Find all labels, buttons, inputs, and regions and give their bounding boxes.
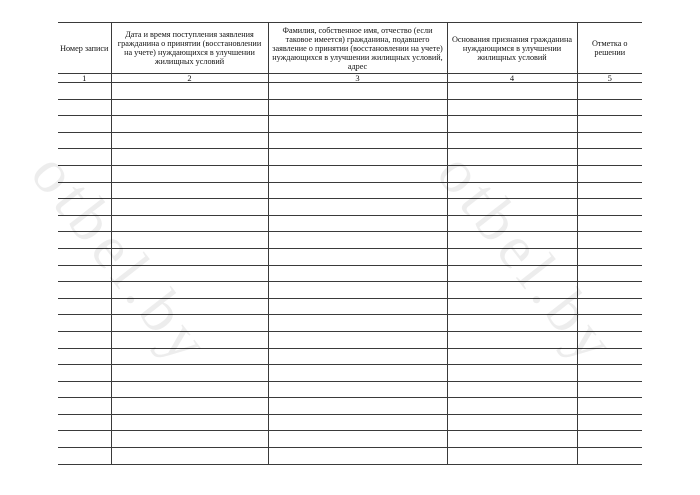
table-cell — [111, 149, 268, 166]
table-cell — [268, 165, 447, 182]
table-cell — [268, 348, 447, 365]
table-cell — [58, 99, 111, 116]
table-cell — [447, 83, 577, 100]
table-cell — [111, 99, 268, 116]
table-cell — [58, 282, 111, 299]
column-number: 2 — [111, 74, 268, 83]
table-cell — [111, 265, 268, 282]
table-cell — [58, 265, 111, 282]
table-cell — [447, 232, 577, 249]
table-row — [58, 331, 642, 348]
table-cell — [111, 365, 268, 382]
header-applicant-name-address: Фамилия, собственное имя, отчество (если таковое имеется) гражданина, подавшего заявление о принятии (восстановлении на учете) нуждающихся в улучшении жилищных условий, адрес — [268, 23, 447, 74]
table-row — [58, 199, 642, 216]
header-record-number: Номер записи — [58, 23, 111, 74]
table-row — [58, 99, 642, 116]
table-row — [58, 116, 642, 133]
table-cell — [447, 182, 577, 199]
table-cell — [58, 431, 111, 448]
watermark-right: otbel.by — [423, 140, 631, 380]
table-cell — [58, 165, 111, 182]
table-cell — [577, 381, 642, 398]
table-row — [58, 215, 642, 232]
header-decision-mark: Отметка о решении — [577, 23, 642, 74]
table-row — [58, 248, 642, 265]
table-cell — [111, 116, 268, 133]
table-cell — [268, 315, 447, 332]
header-grounds: Основания признания гражданина нуждающимся в улучшении жилищных условий — [447, 23, 577, 74]
column-number: 4 — [447, 74, 577, 83]
table-cell — [111, 315, 268, 332]
table-cell — [111, 199, 268, 216]
table-cell — [111, 248, 268, 265]
table-cell — [58, 232, 111, 249]
table-cell — [268, 182, 447, 199]
table-cell — [111, 331, 268, 348]
table-cell — [111, 215, 268, 232]
table-cell — [447, 215, 577, 232]
table-row — [58, 414, 642, 431]
table-cell — [268, 414, 447, 431]
table-cell — [447, 132, 577, 149]
table-cell — [447, 199, 577, 216]
table-cell — [111, 165, 268, 182]
table-cell — [577, 348, 642, 365]
table-cell — [447, 365, 577, 382]
table-cell — [577, 298, 642, 315]
table-cell — [268, 99, 447, 116]
table-cell — [577, 398, 642, 415]
column-number-row — [58, 74, 642, 83]
table-cell — [577, 165, 642, 182]
table-cell — [447, 265, 577, 282]
table-cell — [268, 116, 447, 133]
table-cell — [111, 282, 268, 299]
table-cell — [111, 431, 268, 448]
blank-rows — [58, 83, 642, 465]
table-cell — [58, 215, 111, 232]
table-cell — [58, 182, 111, 199]
table-cell — [577, 331, 642, 348]
table-cell — [447, 381, 577, 398]
table-cell — [577, 199, 642, 216]
table-cell — [577, 315, 642, 332]
table-cell — [447, 414, 577, 431]
table-cell — [447, 348, 577, 365]
table-cell — [268, 381, 447, 398]
table-cell — [268, 149, 447, 166]
table-cell — [58, 331, 111, 348]
table-cell — [58, 398, 111, 415]
table-cell — [58, 83, 111, 100]
table-row — [58, 83, 642, 100]
table-cell — [447, 315, 577, 332]
table-cell — [268, 398, 447, 415]
table-row — [58, 182, 642, 199]
table-row — [58, 132, 642, 149]
table-cell — [268, 448, 447, 465]
column-number: 5 — [577, 74, 642, 83]
table-cell — [577, 99, 642, 116]
table-row — [58, 381, 642, 398]
table-cell — [58, 132, 111, 149]
column-number: 3 — [268, 74, 447, 83]
table-row — [58, 298, 642, 315]
table-cell — [577, 132, 642, 149]
table-cell — [577, 215, 642, 232]
table-cell — [447, 165, 577, 182]
registration-table-sheet — [58, 22, 642, 465]
table-cell — [268, 248, 447, 265]
table-cell — [268, 265, 447, 282]
table-cell — [577, 448, 642, 465]
table-row — [58, 315, 642, 332]
table-cell — [447, 331, 577, 348]
table-cell — [577, 149, 642, 166]
column-number: 1 — [58, 74, 111, 83]
table-row — [58, 265, 642, 282]
table-cell — [268, 331, 447, 348]
table-cell — [577, 282, 642, 299]
table-cell — [268, 232, 447, 249]
table-cell — [447, 398, 577, 415]
table-cell — [268, 215, 447, 232]
table-cell — [447, 99, 577, 116]
table-cell — [111, 182, 268, 199]
table-cell — [58, 348, 111, 365]
table-cell — [268, 298, 447, 315]
table-cell — [577, 232, 642, 249]
table-cell — [447, 298, 577, 315]
registration-table — [58, 22, 642, 465]
table-cell — [577, 182, 642, 199]
table-cell — [447, 282, 577, 299]
table-cell — [58, 414, 111, 431]
table-cell — [447, 431, 577, 448]
table-cell — [111, 448, 268, 465]
table-row — [58, 282, 642, 299]
table-cell — [111, 232, 268, 249]
table-row — [58, 348, 642, 365]
table-cell — [447, 248, 577, 265]
table-cell — [447, 448, 577, 465]
table-cell — [58, 116, 111, 133]
table-cell — [577, 116, 642, 133]
table-cell — [577, 265, 642, 282]
table-cell — [577, 431, 642, 448]
table-row — [58, 398, 642, 415]
table-cell — [58, 248, 111, 265]
table-cell — [447, 149, 577, 166]
table-cell — [58, 315, 111, 332]
table-cell — [268, 365, 447, 382]
table-cell — [268, 132, 447, 149]
table-row — [58, 149, 642, 166]
table-row — [58, 365, 642, 382]
table-cell — [111, 298, 268, 315]
table-cell — [111, 83, 268, 100]
table-row — [58, 431, 642, 448]
table-row — [58, 165, 642, 182]
table-cell — [268, 199, 447, 216]
table-cell — [111, 348, 268, 365]
table-cell — [111, 414, 268, 431]
table-cell — [268, 83, 447, 100]
watermark-left: otbel.by — [17, 140, 225, 380]
table-cell — [577, 83, 642, 100]
table-cell — [111, 398, 268, 415]
table-cell — [58, 298, 111, 315]
table-cell — [577, 365, 642, 382]
table-row — [58, 448, 642, 465]
header-row — [58, 23, 642, 74]
table-cell — [577, 414, 642, 431]
table-cell — [111, 381, 268, 398]
header-application-date: Дата и время поступления заявления гражданина о принятии (восстановлении на учете) нуждающихся в улучшении жилищных условий — [111, 23, 268, 74]
table-cell — [58, 149, 111, 166]
table-cell — [58, 381, 111, 398]
table-cell — [58, 448, 111, 465]
table-cell — [111, 132, 268, 149]
table-cell — [268, 282, 447, 299]
table-cell — [58, 365, 111, 382]
table-cell — [447, 116, 577, 133]
table-cell — [58, 199, 111, 216]
table-row — [58, 232, 642, 249]
table-cell — [577, 248, 642, 265]
table-cell — [268, 431, 447, 448]
